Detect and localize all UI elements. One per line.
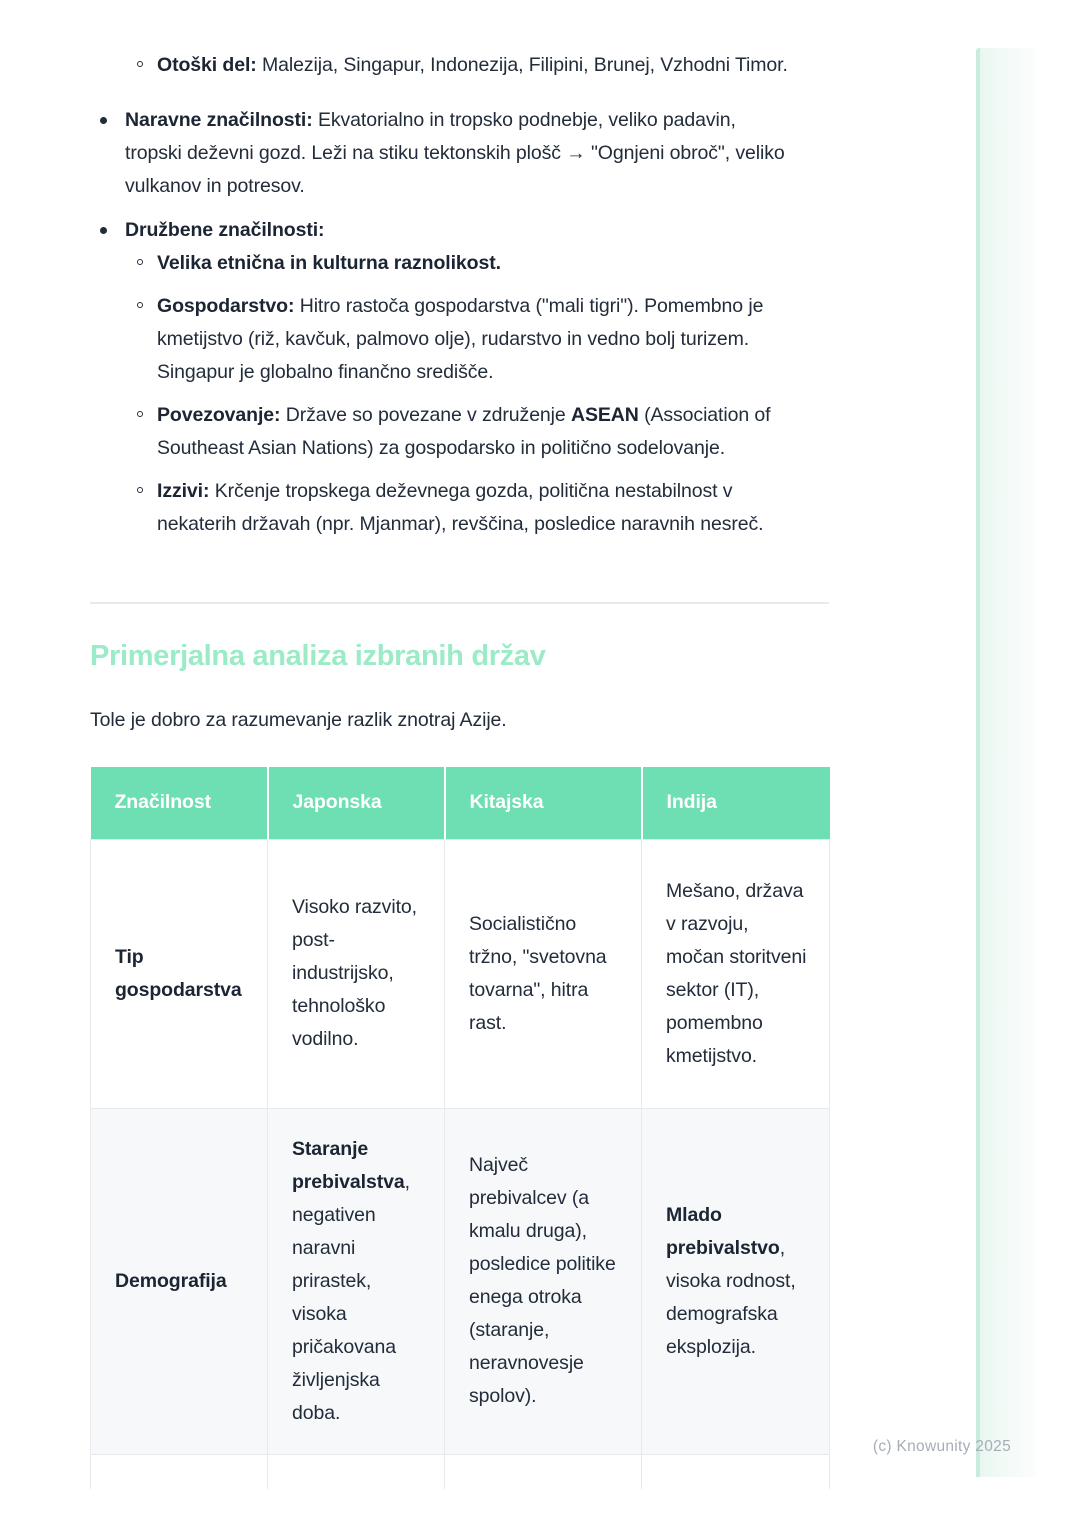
bullet-text bbox=[157, 49, 788, 82]
table-row bbox=[91, 839, 830, 1108]
section-intro-text: Tole je dobro za razumevanje razlik znotraj Azije. bbox=[90, 709, 507, 731]
feature-cell bbox=[91, 1108, 268, 1454]
text-run: Mešano, država v razvoju, močan storitveni sektor (IT), pomembno kmetijstvo. bbox=[666, 879, 807, 1067]
bold-text-run: Gospodarstvo: bbox=[157, 295, 295, 317]
value-cell bbox=[642, 1108, 830, 1454]
ring-glyph bbox=[137, 259, 143, 265]
ring-glyph bbox=[137, 487, 143, 493]
feature-cell bbox=[91, 839, 268, 1108]
bold-text-run: Družbene značilnosti: bbox=[125, 219, 325, 241]
ring-glyph bbox=[137, 61, 143, 67]
bold-text-run: Velika etnična in kulturna raznolikost. bbox=[157, 252, 501, 274]
feature-cell bbox=[91, 1454, 268, 1489]
bold-text-run: Povezovanje: bbox=[157, 404, 281, 426]
bold-text-run: Mlado prebivalstvo bbox=[666, 1203, 780, 1259]
table-header-cell: Indija bbox=[642, 767, 830, 839]
bold-text-run: Tip gospodarstva bbox=[115, 945, 242, 1001]
bullet-text bbox=[157, 247, 501, 280]
section-divider bbox=[90, 602, 829, 604]
open-circle-bullet-icon bbox=[137, 399, 157, 417]
text-run: Hitro rastoča gospodarstva ("mali tigri"). Pomembno je kmetijstvo (riž, kavčuk, palmovo olje), rudarstvo in vedno bolj turizem. Singapur je globalno finančno središče. bbox=[157, 295, 764, 383]
value-cell bbox=[268, 1108, 445, 1454]
bullet-item bbox=[90, 104, 832, 203]
table-header-row bbox=[91, 767, 830, 839]
ring-glyph bbox=[137, 411, 143, 417]
value-cell bbox=[642, 839, 830, 1108]
sub-bullet-item bbox=[90, 475, 832, 541]
bold-text-run: Demografija bbox=[115, 1269, 227, 1292]
sub-bullet-item bbox=[90, 49, 832, 82]
open-circle-bullet-icon bbox=[137, 247, 157, 265]
bullet-text bbox=[125, 214, 324, 247]
table-row bbox=[91, 1454, 830, 1489]
table-header-cell: Japonska bbox=[268, 767, 445, 839]
dot-glyph bbox=[100, 117, 107, 124]
notes-bullet-list bbox=[90, 49, 832, 551]
text-run: Države so povezane v združenje bbox=[280, 404, 571, 426]
value-cell bbox=[268, 839, 445, 1108]
text-run: , visoka rodnost, demografska eksplozija. bbox=[666, 1236, 796, 1358]
text-run: Krčenje tropskega deževnega gozda, politična nestabilnost v nekaterih državah (npr. Mjanmar), revščina, posledice naravnih nesreč. bbox=[157, 480, 764, 535]
bold-text-run: Izzivi: bbox=[157, 480, 210, 502]
bullet-text bbox=[125, 104, 785, 203]
text-run: Največ prebivalcev (a kmalu druga), posledice politike enega otroka (staranje, neravnovesje spolov). bbox=[469, 1154, 616, 1407]
bold-text-run: Otoški del: bbox=[157, 54, 257, 76]
bold-text-run: Staranje prebivalstva bbox=[292, 1137, 405, 1193]
filled-bullet-icon bbox=[90, 104, 125, 124]
text-run: (Association of Southeast Asian Nations) za gospodarsko in politično sodelovanje. bbox=[157, 404, 771, 459]
bold-text-run: ASEAN bbox=[570, 404, 639, 426]
value-cell bbox=[445, 1108, 642, 1454]
bullet-item bbox=[90, 214, 832, 247]
copyright-notice: (c) Knowunity 2025 bbox=[872, 1438, 1011, 1455]
ring-glyph bbox=[137, 302, 143, 308]
country-comparison-table bbox=[90, 767, 830, 1489]
text-run: Ekvatorialno in tropsko podnebje, veliko padavin, tropski deževni gozd. Leži na stiku tektonskih plošč → "Ognjeni obroč", veliko vulkanov in potresov. bbox=[125, 109, 785, 197]
table-header-cell: Značilnost bbox=[91, 767, 268, 839]
section-heading: Primerjalna analiza izbranih držav bbox=[90, 640, 546, 672]
table-header-cell: Kitajska bbox=[445, 767, 642, 839]
value-cell bbox=[642, 1454, 830, 1489]
bullet-text bbox=[157, 399, 797, 465]
value-cell bbox=[445, 1454, 642, 1489]
bullet-text bbox=[157, 290, 797, 389]
open-circle-bullet-icon bbox=[137, 475, 157, 493]
open-circle-bullet-icon bbox=[137, 49, 157, 67]
value-cell bbox=[268, 1454, 445, 1489]
table-row bbox=[91, 1108, 830, 1454]
sub-bullet-item bbox=[90, 290, 832, 389]
text-run: Malezija, Singapur, Indonezija, Filipini, Brunej, Vzhodni Timor. bbox=[256, 54, 788, 76]
sub-bullet-item bbox=[90, 399, 832, 465]
bold-text-run: Naravne značilnosti: bbox=[125, 109, 313, 131]
text-run: , negativen naravni prirastek, visoka pričakovana življenjska doba. bbox=[292, 1170, 410, 1424]
text-run: Visoko razvito, post-industrijsko, tehnološko vodilno. bbox=[292, 896, 417, 1050]
page-edge-accent-band bbox=[976, 48, 1036, 1477]
sub-bullet-item bbox=[90, 247, 832, 280]
filled-bullet-icon bbox=[90, 214, 125, 234]
text-run: Socialistično tržno, "svetovna tovarna", hitra rast. bbox=[469, 912, 607, 1034]
value-cell bbox=[445, 839, 642, 1108]
bullet-text bbox=[157, 475, 797, 541]
dot-glyph bbox=[100, 227, 107, 234]
open-circle-bullet-icon bbox=[137, 290, 157, 308]
